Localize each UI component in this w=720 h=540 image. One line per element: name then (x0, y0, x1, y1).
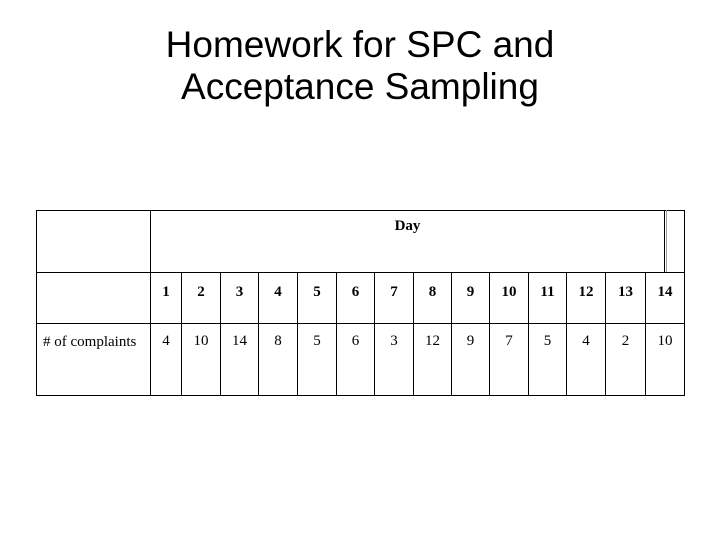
day-number-cell: 5 (313, 284, 321, 300)
table-border-right (684, 210, 685, 396)
complaints-value-cell: 4 (582, 333, 590, 349)
complaints-value-cell: 5 (313, 333, 321, 349)
complaints-value-cell: 12 (425, 333, 440, 349)
table-border-top (36, 210, 685, 211)
day-header: Day (394, 218, 421, 234)
day-number-cell: 8 (428, 284, 437, 300)
title-line-2: Acceptance Sampling (181, 66, 539, 107)
complaints-value-cell: 10 (657, 333, 673, 349)
complaints-value-cell: 14 (232, 333, 247, 349)
table-row-divider (36, 272, 685, 273)
day-number-cell: 1 (162, 284, 170, 300)
table-col-divider (664, 210, 665, 272)
day-number-cell: 4 (274, 284, 282, 300)
day-number-cell: 13 (618, 284, 633, 300)
complaints-value-cell: 5 (543, 333, 552, 349)
table-border-bottom (36, 395, 685, 396)
table-col-divider (150, 210, 151, 396)
complaints-value-cell: 9 (466, 333, 475, 349)
complaints-value-cell: 3 (390, 333, 398, 349)
row-label-complaints: # of complaints (43, 334, 137, 350)
table-col-divider (666, 210, 667, 272)
complaints-value-cell: 2 (621, 333, 630, 349)
day-number-cell: 14 (657, 284, 673, 300)
complaints-value-cell: 10 (193, 333, 209, 349)
complaints-value-cell: 6 (351, 333, 360, 349)
day-number-cell: 2 (197, 284, 205, 300)
complaints-value-cell: 4 (162, 333, 170, 349)
day-number-cell: 6 (351, 284, 360, 300)
day-number-cell: 12 (578, 284, 594, 300)
day-number-cell: 11 (540, 284, 555, 300)
complaints-value-cell: 7 (505, 333, 513, 349)
day-number-cell: 10 (501, 284, 517, 300)
day-number-cell: 7 (390, 284, 398, 300)
day-number-cell: 9 (466, 284, 475, 300)
table-row-divider (36, 323, 685, 324)
complaints-value-cell: 8 (274, 333, 282, 349)
table-border-left (36, 210, 37, 396)
title-line-1: Homework for SPC and (165, 24, 555, 65)
day-number-cell: 3 (235, 284, 244, 300)
